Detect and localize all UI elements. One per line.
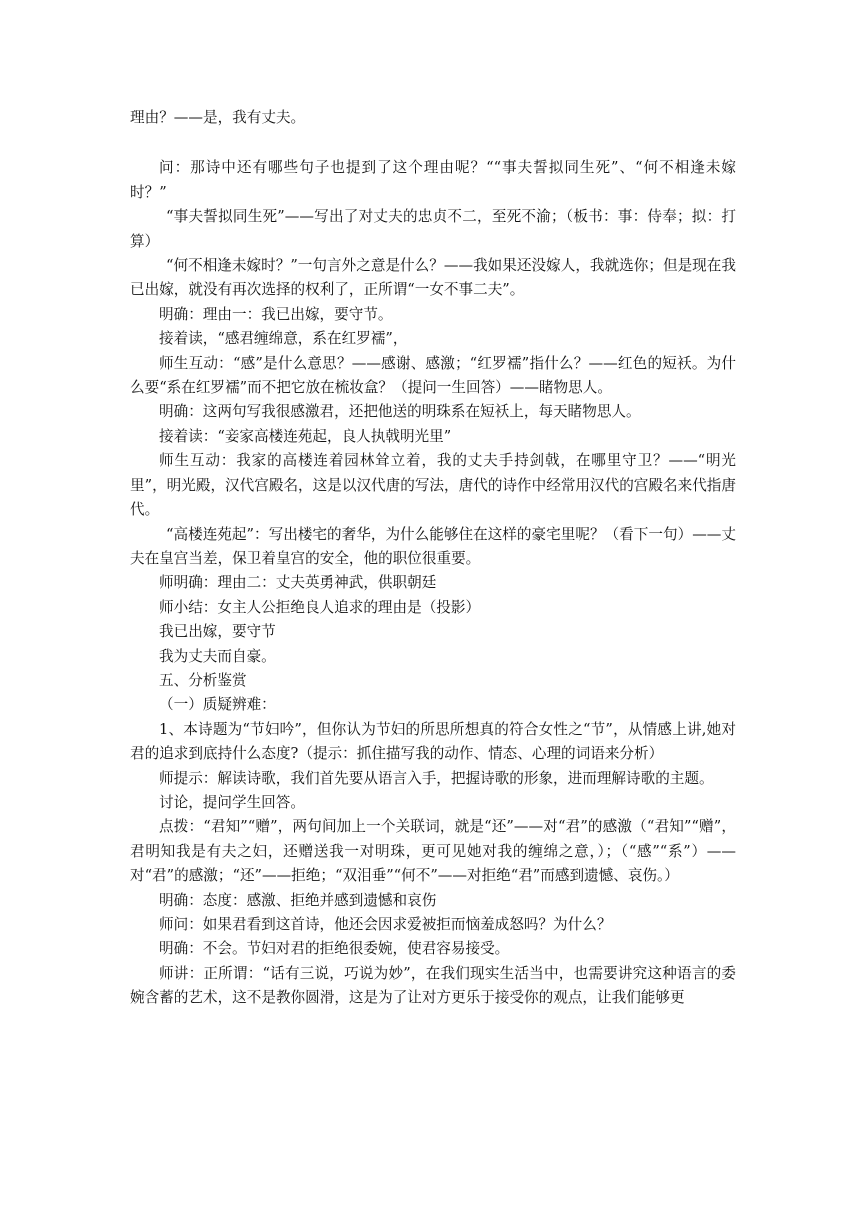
paragraph-question-other-lines: 问：那诗中还有哪些句子也提到了这个理由呢？““事夫誓拟同生死”、“何不相逢未嫁时？”	[130, 159, 736, 201]
paragraph-reason-one: 明确：理由一：我已出嫁，要守节。	[159, 305, 393, 323]
paragraph-teacher-summary: 师小结：女主人公拒绝良人追求的理由是（投影）	[159, 598, 481, 616]
paragraph-guidance: 点拨：“君知”“赠”，两句间加上一个关联词，就是“还”——对“君”的感激（“君知”“赠”，君明知我是有夫之妇，还赠送我一对明珠，更可见她对我的缠绵之意，）；（“感”“系”）——对“君”的感激；“还”——拒绝；“双泪垂”“何不”——对拒绝“君”而感到遗憾、哀伤。）	[130, 818, 736, 885]
paragraph-implied-meaning: “何不相逢未嫁时？”一句言外之意是什么？——我如果还没嫁人，我就选你；但是现在我已出嫁，就没有再次选择的权利了，正所谓“一女不事二夫”。	[130, 257, 736, 299]
paragraph-question-1: 1、本诗题为“节妇吟”，但你认为节妇的所思所想真的符合女性之“节”，从情感上讲,她对君的追求到底持什么态度?（提示：抓住描写我的动作、情态、心理的词语来分析）	[130, 720, 736, 763]
paragraph-teacher-lecture: 师讲：正所谓：“话有三说，巧说为妙”，在我们现实生活当中，也需要讲究这种语言的委婉含蓄的艺术，这不是教你圆滑，这是为了让对方更乐于接受你的观点，让我们能够更	[130, 964, 736, 1007]
paragraph-discussion: 讨论，提问学生回答。	[159, 793, 305, 811]
section-heading-analysis: 五、分析鉴赏	[159, 671, 247, 689]
paragraph-reason-two: 师明确：理由二：丈夫英勇神武，供职朝廷	[159, 574, 437, 592]
paragraph-clarify-attitude: 明确：态度：感激、拒绝并感到遗憾和哀伤	[159, 891, 437, 909]
paragraph-reason-answer: 理由？——是，我有丈夫。	[130, 109, 306, 126]
paragraph-mansion-analysis: “高楼连苑起”：写出楼宅的奢华，为什么能够住在这样的豪宅里呢？（看下一句）——丈夫在皇宫当差，保卫着皇宫的安全，他的职位很重要。	[130, 525, 736, 567]
document-page	[130, 106, 736, 1011]
paragraph-continue-reading-1: 接着读，“感君缠绵意，系在红罗襦”，	[159, 330, 408, 348]
paragraph-summary-point-2: 我为丈夫而自豪。	[159, 647, 276, 665]
paragraph-teacher-hint: 师提示：解读诗歌，我们首先要从语言入手，把握诗歌的形象，进而理解诗歌的主题。	[159, 769, 714, 787]
paragraph-clarify-answer: 明确：不会。节妇对君的拒绝很委婉，使君容易接受。	[159, 940, 510, 958]
blank-line	[130, 130, 736, 156]
paragraph-clarify-gratitude: 明确：这两句写我很感激君，还把他送的明珠系在短袄上，每天睹物思人。	[159, 403, 641, 421]
paragraph-interaction-2: 师生互动：我家的高楼连着园林耸立着，我的丈夫手持剑戟，在哪里守卫？——“明光里”，明光殿，汉代宫殿名，这是以汉代唐的写法，唐代的诗作中经常用汉代的宫殿名来代指唐代。	[130, 452, 736, 519]
subsection-heading-questions: （一）质疑辨难：	[159, 696, 276, 714]
paragraph-continue-reading-2: 接着读：“妾家高楼连苑起，良人执戟明光里”	[159, 427, 452, 445]
paragraph-interaction-1: 师生互动：“感”是什么意思？——感谢、感激；“红罗襦”指什么？——红色的短袄。为什么要“系在红罗襦”而不把它放在梳妆盒？（提问一生回答）——睹物思人。	[130, 354, 736, 397]
paragraph-teacher-question: 师问：如果君看到这首诗，他还会因求爱被拒而恼羞成怒吗？为什么？	[159, 916, 612, 933]
paragraph-loyalty-line: “事夫誓拟同生死”——写出了对丈夫的忠贞不二，至死不渝；（板书：事：侍奉；拟：打算）	[130, 208, 736, 250]
paragraph-summary-point-1: 我已出嫁，要守节	[159, 623, 276, 641]
